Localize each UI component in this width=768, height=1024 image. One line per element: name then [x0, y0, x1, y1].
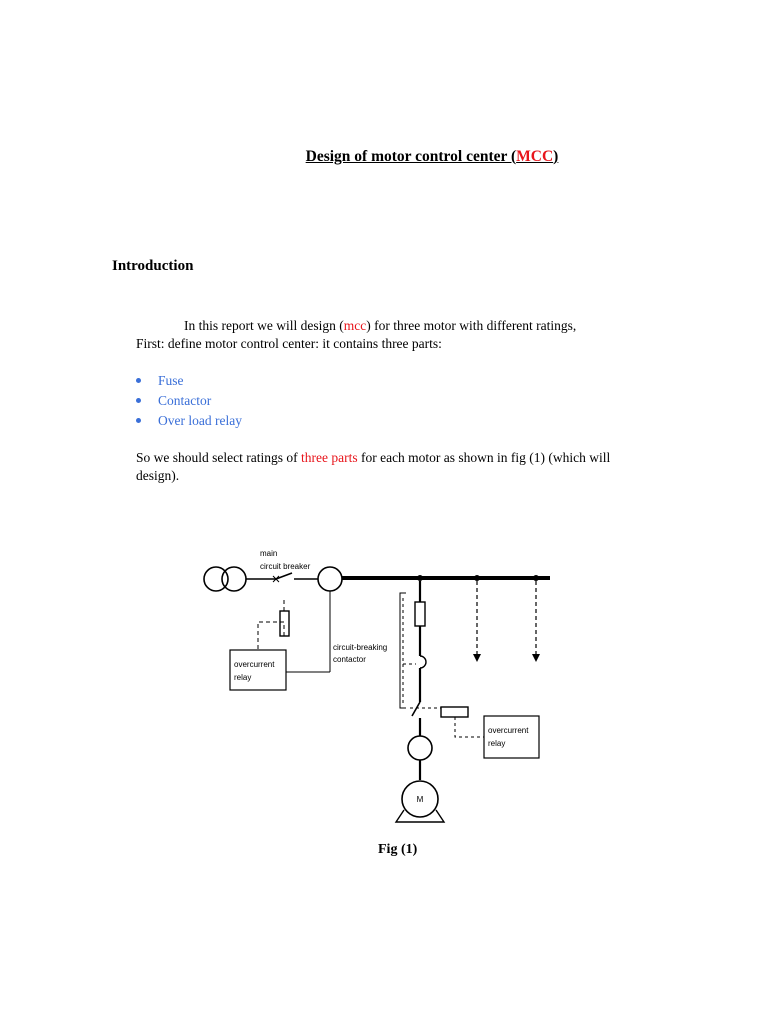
section-heading: Introduction [112, 258, 194, 274]
label-overcurrent-relay: overcurrent [234, 660, 275, 669]
document-title: Design of motor control center (MCC) [305, 148, 559, 165]
figure-caption: Fig (1) [378, 842, 418, 857]
selection-paragraph: So we should select ratings of three parts for each motor as shown in fig (1) (which will design). [136, 450, 611, 483]
bus-node [417, 575, 423, 581]
overload-dashed-link [455, 717, 484, 737]
title-highlight: MCC [516, 148, 554, 165]
label-overcurrent-relay: relay [488, 739, 506, 748]
list-item: Over load relay [136, 411, 242, 431]
label-main: main [260, 549, 278, 558]
arrow-head [532, 654, 540, 662]
label-overcurrent-relay: relay [234, 673, 252, 682]
overload-element [441, 707, 468, 717]
fuse [415, 602, 425, 626]
label-circuit-breaker: circuit breaker [260, 562, 311, 571]
arrow-head [473, 654, 481, 662]
label-overcurrent-relay: overcurrent [488, 726, 529, 735]
bus-node [474, 575, 480, 581]
intro-paragraph: In this report we will design (mcc) for three motor with different ratings, First: define motor control center: it contains three parts: [136, 318, 577, 351]
label-contactor: circuit-breaking [333, 643, 388, 652]
label-contactor: contactor [333, 655, 366, 664]
overload-relay-box [484, 716, 539, 758]
contactor-switch [412, 702, 420, 716]
list-item: Fuse [136, 371, 242, 391]
current-transformer [408, 736, 432, 760]
transformer-coil-right [222, 567, 246, 591]
label-motor: M [416, 795, 424, 804]
selection-highlight: three parts [300, 450, 358, 465]
list-item: Contactor [136, 391, 242, 411]
overcurrent-relay-box [230, 650, 286, 690]
current-transformer [318, 567, 342, 591]
bus-node [533, 575, 539, 581]
intro-highlight: mcc [343, 318, 367, 333]
contactor-arc [420, 656, 426, 668]
